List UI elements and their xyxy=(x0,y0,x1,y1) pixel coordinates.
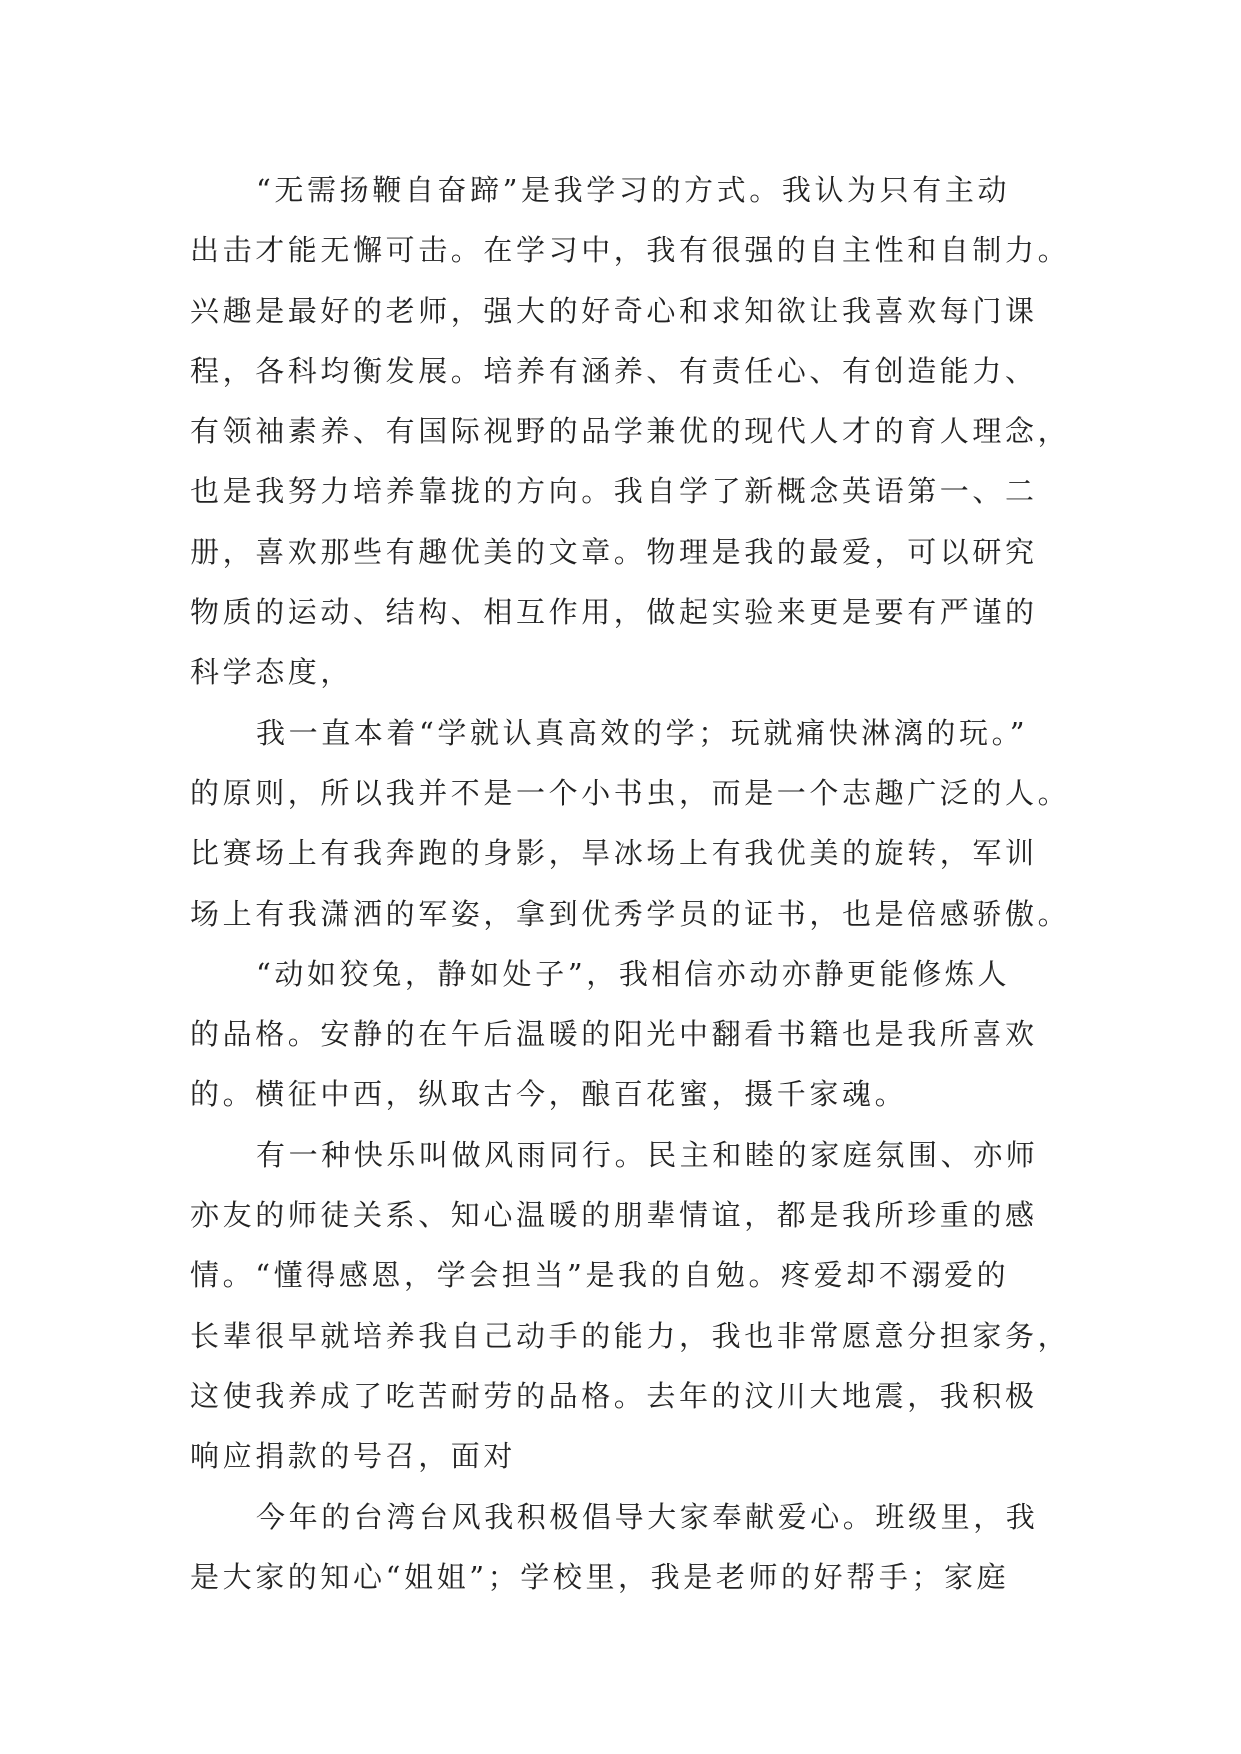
text-line: 这使我养成了吃苦耐劳的品格。去年的汶川大地震，我积极 xyxy=(190,1378,1038,1413)
text-line: 是大家的知心“姐姐”；学校里，我是老师的好帮手；家庭 xyxy=(190,1559,1010,1594)
text-line: 今年的台湾台风我积极倡导大家奉献爱心。班级里，我 xyxy=(256,1499,1039,1534)
text-line: 出击才能无懈可击。在学习中，我有很强的自主性和自制力。 xyxy=(190,233,1071,268)
text-line: 场上有我潇洒的军姿，拿到优秀学员的证书，也是倍感骄傲。 xyxy=(190,896,1071,931)
text-line: 兴趣是最好的老师，强大的好奇心和求知欲让我喜欢每门课 xyxy=(190,293,1038,328)
text-line: 长辈很早就培养我自己动手的能力，我也非常愿意分担家务， xyxy=(190,1318,1071,1353)
text-line: 有领袖素养、有国际视野的品学兼优的现代人才的育人理念， xyxy=(190,414,1071,449)
text-line: “动如狡兔，静如处子”，我相信亦动亦静更能修炼人 xyxy=(256,956,1011,991)
text-line: 物质的运动、结构、相互作用，做起实验来更是要有严谨的 xyxy=(190,595,1038,630)
text-line: 比赛场上有我奔跑的身影，旱冰场上有我优美的旋转，军训 xyxy=(190,836,1038,871)
text-line: “无需扬鞭自奋蹄”是我学习的方式。我认为只有主动 xyxy=(256,173,1011,207)
text-line: 的品格。安静的在午后温暖的阳光中翻看书籍也是我所喜欢 xyxy=(190,1017,1038,1052)
text-line: 的原则，所以我并不是一个小书虫，而是一个志趣广泛的人。 xyxy=(190,775,1071,810)
text-line: 的。横征中西，纵取古今，酿百花蜜，摄千家魂。 xyxy=(190,1077,908,1112)
text-line: 册，喜欢那些有趣优美的文章。物理是我的最爱，可以研究 xyxy=(190,534,1038,569)
text-line: 有一种快乐叫做风雨同行。民主和睦的家庭氛围、亦师 xyxy=(256,1137,1039,1172)
text-line: 程，各科均衡发展。培养有涵养、有责任心、有创造能力、 xyxy=(190,353,1038,388)
text-line: 科学态度， xyxy=(190,655,354,690)
text-line: 响应捐款的号召，面对 xyxy=(190,1439,517,1474)
text-line: 也是我努力培养靠拢的方向。我自学了新概念英语第一、二 xyxy=(190,474,1038,509)
text-line: 亦友的师徒关系、知心温暖的朋辈情谊，都是我所珍重的感 xyxy=(190,1198,1038,1233)
text-line: 我一直本着“学就认真高效的学；玩就痛快淋漓的玩。” xyxy=(256,715,1029,750)
document-body xyxy=(190,160,1071,1607)
text-line: 情。“懂得感恩，学会担当”是我的自勉。疼爱却不溺爱的 xyxy=(190,1258,1010,1293)
